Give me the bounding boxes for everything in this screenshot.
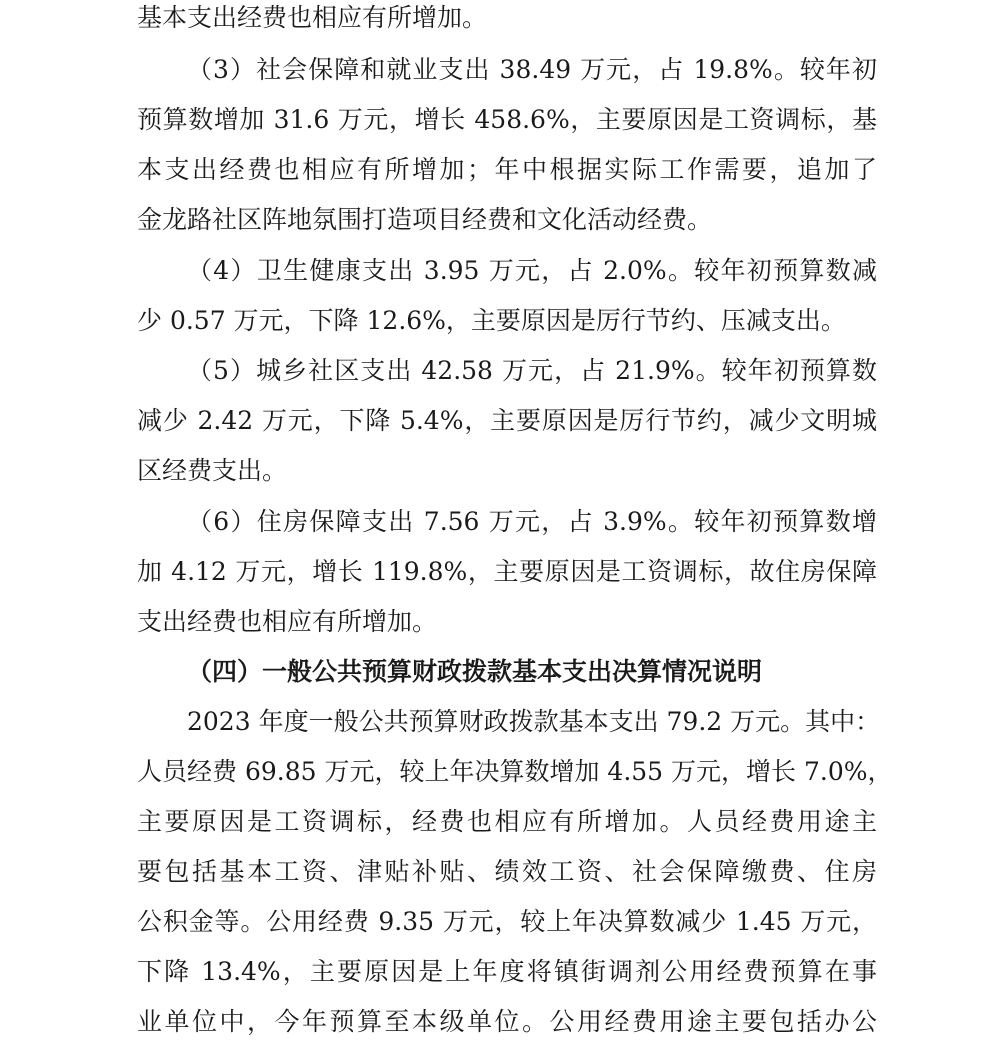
paragraph-line: （3）社会保障和就业支出 38.49 万元，占 19.8%。较年初	[187, 55, 877, 84]
paragraph-line: 公积金等。公用经费 9.35 万元，较上年决算数减少 1.45 万元，	[137, 907, 877, 936]
paragraph-line: 减少 2.42 万元，下降 5.4%，主要原因是厉行节约，减少文明城	[137, 406, 877, 435]
paragraph-line: 少 0.57 万元，下降 12.6%，主要原因是厉行节约、压减支出。	[137, 306, 846, 335]
paragraph-line: 下降 13.4%，主要原因是上年度将镇街调剂公用经费预算在事	[137, 957, 877, 986]
paragraph-line: 业单位中，今年预算至本级单位。公用经费用途主要包括办公	[137, 1007, 877, 1036]
paragraph-line: 加 4.12 万元，增长 119.8%，主要原因是工资调标，故住房保障	[137, 557, 877, 586]
paragraph-line: （6）住房保障支出 7.56 万元，占 3.9%。较年初预算数增	[187, 507, 877, 536]
paragraph-line: 基本支出经费也相应有所增加。	[137, 3, 488, 32]
paragraph-line: 区经费支出。	[137, 456, 288, 485]
paragraph-line: 预算数增加 31.6 万元，增长 458.6%，主要原因是工资调标，基	[137, 105, 877, 134]
paragraph-line: （4）卫生健康支出 3.95 万元，占 2.0%。较年初预算数减	[187, 256, 877, 285]
paragraph-line: 人员经费 69.85 万元，较上年决算数增加 4.55 万元，增长 7.0%，	[137, 757, 893, 786]
paragraph-line: 金龙路社区阵地氛围打造项目经费和文化活动经费。	[137, 205, 713, 234]
paragraph-line: （5）城乡社区支出 42.58 万元，占 21.9%。较年初预算数	[187, 356, 877, 385]
paragraph-line: 要包括基本工资、津贴补贴、绩效工资、社会保障缴费、住房	[137, 857, 877, 886]
paragraph-line: 本支出经费也相应有所增加；年中根据实际工作需要，追加了	[137, 155, 877, 184]
paragraph-line: 2023 年度一般公共预算财政拨款基本支出 79.2 万元。其中：	[187, 707, 881, 736]
paragraph-line: 主要原因是工资调标，经费也相应有所增加。人员经费用途主	[137, 807, 877, 836]
section-heading: （四）一般公共预算财政拨款基本支出决算情况说明	[187, 657, 763, 686]
paragraph-line: 支出经费也相应有所增加。	[137, 607, 438, 636]
